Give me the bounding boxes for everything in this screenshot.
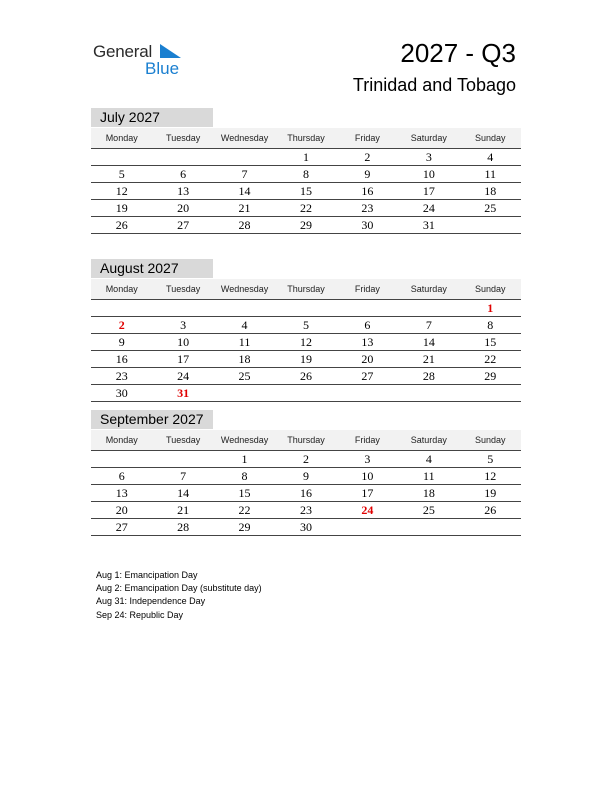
day-cell: 10 bbox=[177, 335, 190, 349]
day-cell bbox=[152, 149, 213, 165]
weekday-header-row bbox=[91, 279, 521, 300]
day-cell: 29 bbox=[299, 218, 312, 232]
logo-general-text: General bbox=[93, 42, 153, 61]
day-cell: 13 bbox=[361, 335, 374, 349]
weekday-label: Wednesday bbox=[220, 284, 269, 294]
day-cell: 10 bbox=[361, 469, 374, 483]
weekday-label: Friday bbox=[354, 435, 380, 445]
week-row bbox=[91, 200, 521, 217]
day-cell: 19 bbox=[299, 352, 312, 366]
day-cell: 16 bbox=[115, 352, 128, 366]
weekday-label: Tuesday bbox=[166, 435, 201, 445]
weekday-label: Saturday bbox=[410, 284, 447, 294]
day-cell: 28 bbox=[177, 520, 190, 534]
weekday-label: Tuesday bbox=[166, 133, 201, 143]
day-cell: 25 bbox=[422, 503, 435, 517]
day-cell: 26 bbox=[484, 503, 497, 517]
weekday-label: Thursday bbox=[287, 435, 325, 445]
week-row bbox=[91, 451, 521, 468]
day-cell: 11 bbox=[238, 335, 251, 349]
week-row bbox=[91, 351, 521, 368]
day-cell: 2 bbox=[364, 150, 371, 164]
weekday-label: Monday bbox=[105, 133, 138, 143]
holiday-notes bbox=[96, 569, 262, 622]
day-cell: 5 bbox=[487, 452, 494, 466]
week-row bbox=[91, 368, 521, 385]
day-cell: 20 bbox=[361, 352, 374, 366]
day-cell: 17 bbox=[422, 184, 435, 198]
month-july bbox=[91, 108, 521, 234]
day-cell bbox=[337, 519, 398, 535]
month-september bbox=[91, 410, 521, 536]
day-cell: 11 bbox=[423, 469, 435, 483]
day-cell: 16 bbox=[299, 486, 312, 500]
day-cell bbox=[152, 300, 213, 316]
week-row bbox=[91, 502, 521, 519]
day-cell: 3 bbox=[364, 452, 371, 466]
day-cell: 14 bbox=[422, 335, 435, 349]
day-cell: 13 bbox=[177, 184, 190, 198]
week-row bbox=[91, 385, 521, 402]
day-cell: 15 bbox=[484, 335, 497, 349]
day-cell bbox=[91, 451, 152, 467]
day-cell bbox=[275, 385, 336, 401]
day-cell bbox=[91, 149, 152, 165]
day-cell bbox=[398, 385, 459, 401]
day-cell: 23 bbox=[299, 503, 312, 517]
page-title: 2027 - Q3 bbox=[400, 38, 516, 68]
day-cell: 18 bbox=[484, 184, 497, 198]
day-cell: 21 bbox=[422, 352, 435, 366]
weekday-label: Monday bbox=[105, 435, 138, 445]
logo-triangle-icon bbox=[160, 44, 181, 58]
day-cell: 24 bbox=[361, 503, 374, 517]
day-cell: 20 bbox=[115, 503, 128, 517]
day-cell: 13 bbox=[115, 486, 128, 500]
weekday-label: Tuesday bbox=[166, 284, 201, 294]
week-row bbox=[91, 485, 521, 502]
day-cell: 2 bbox=[302, 452, 309, 466]
day-cell: 10 bbox=[422, 167, 435, 181]
day-cell bbox=[460, 385, 521, 401]
weekday-label: Sunday bbox=[474, 133, 506, 143]
holiday-note: Aug 1: Emancipation Day bbox=[96, 570, 198, 580]
day-cell: 24 bbox=[422, 201, 435, 215]
weekday-label: Friday bbox=[354, 284, 380, 294]
logo-blue-text: Blue bbox=[145, 59, 180, 78]
holiday-note: Aug 2: Emancipation Day (substitute day) bbox=[96, 583, 262, 594]
holiday-note: Sep 24: Republic Day bbox=[96, 609, 184, 620]
day-cell: 31 bbox=[422, 218, 435, 232]
day-cell: 20 bbox=[177, 201, 190, 215]
day-cell: 28 bbox=[422, 369, 435, 383]
day-cell bbox=[398, 300, 459, 316]
day-cell: 1 bbox=[241, 452, 248, 466]
day-cell: 17 bbox=[361, 486, 374, 500]
day-cell: 1 bbox=[302, 150, 309, 164]
week-row bbox=[91, 317, 521, 334]
weekday-label: Saturday bbox=[410, 133, 447, 143]
day-cell: 5 bbox=[302, 318, 309, 332]
day-cell: 2 bbox=[118, 318, 125, 332]
day-cell: 5 bbox=[118, 167, 125, 181]
day-cell: 29 bbox=[238, 520, 251, 534]
day-cell bbox=[152, 451, 213, 467]
day-cell: 21 bbox=[238, 201, 251, 215]
month-name: August 2027 bbox=[91, 259, 213, 278]
day-cell: 30 bbox=[361, 218, 374, 232]
day-cell: 19 bbox=[484, 486, 497, 500]
day-cell: 27 bbox=[361, 369, 374, 383]
day-cell bbox=[460, 217, 521, 233]
day-cell: 12 bbox=[299, 335, 312, 349]
weekday-header-row bbox=[91, 128, 521, 149]
country-name: Trinidad and Tobago bbox=[352, 75, 516, 95]
day-cell bbox=[275, 300, 336, 316]
day-cell: 30 bbox=[115, 386, 128, 400]
day-cell: 26 bbox=[299, 369, 312, 383]
month-name: July 2027 bbox=[91, 108, 213, 127]
day-cell: 25 bbox=[484, 201, 497, 215]
day-cell: 9 bbox=[364, 167, 371, 181]
day-cell: 3 bbox=[180, 318, 187, 332]
day-cell: 27 bbox=[115, 520, 128, 534]
week-row bbox=[91, 149, 521, 166]
day-cell: 18 bbox=[422, 486, 435, 500]
day-cell: 23 bbox=[115, 369, 128, 383]
day-cell: 15 bbox=[299, 184, 312, 198]
week-row bbox=[91, 300, 521, 317]
day-cell: 17 bbox=[177, 352, 190, 366]
weekday-label: Friday bbox=[354, 133, 380, 143]
day-cell: 22 bbox=[299, 201, 312, 215]
day-cell: 23 bbox=[361, 201, 374, 215]
day-cell: 8 bbox=[241, 469, 248, 483]
day-cell: 8 bbox=[487, 318, 494, 332]
weekday-label: Monday bbox=[105, 284, 138, 294]
day-cell: 14 bbox=[238, 184, 251, 198]
week-row bbox=[91, 334, 521, 351]
day-cell: 12 bbox=[115, 184, 128, 198]
day-cell bbox=[460, 519, 521, 535]
day-cell bbox=[214, 385, 275, 401]
day-cell: 7 bbox=[180, 469, 187, 483]
day-cell: 26 bbox=[115, 218, 128, 232]
day-cell: 18 bbox=[238, 352, 251, 366]
day-cell: 29 bbox=[484, 369, 497, 383]
weekday-header-row bbox=[91, 430, 521, 451]
day-cell: 24 bbox=[177, 369, 190, 383]
day-cell: 1 bbox=[487, 301, 494, 315]
day-cell: 9 bbox=[302, 469, 309, 483]
day-cell: 4 bbox=[487, 150, 494, 164]
weekday-label: Saturday bbox=[410, 435, 447, 445]
generalblue-logo bbox=[93, 40, 193, 80]
week-row bbox=[91, 519, 521, 536]
day-cell: 7 bbox=[241, 167, 248, 181]
week-row bbox=[91, 468, 521, 485]
day-cell bbox=[337, 385, 398, 401]
day-cell: 9 bbox=[118, 335, 125, 349]
day-cell: 28 bbox=[238, 218, 251, 232]
day-cell: 31 bbox=[177, 386, 190, 400]
day-cell: 4 bbox=[241, 318, 248, 332]
day-cell: 15 bbox=[238, 486, 251, 500]
day-cell: 6 bbox=[364, 318, 371, 332]
weekday-label: Sunday bbox=[474, 435, 506, 445]
day-cell: 8 bbox=[302, 167, 309, 181]
day-cell bbox=[398, 519, 459, 535]
day-cell bbox=[214, 149, 275, 165]
day-cell: 7 bbox=[425, 318, 432, 332]
month-name: September 2027 bbox=[91, 410, 213, 429]
day-cell: 25 bbox=[238, 369, 251, 383]
weekday-label: Thursday bbox=[287, 284, 325, 294]
day-cell: 6 bbox=[180, 167, 187, 181]
day-cell: 12 bbox=[484, 469, 497, 483]
weekday-label: Thursday bbox=[287, 133, 325, 143]
day-cell bbox=[337, 300, 398, 316]
day-cell bbox=[91, 300, 152, 316]
day-cell: 27 bbox=[177, 218, 190, 232]
week-row bbox=[91, 166, 521, 183]
day-cell: 6 bbox=[118, 469, 125, 483]
day-cell bbox=[214, 300, 275, 316]
day-cell: 3 bbox=[425, 150, 432, 164]
day-cell: 4 bbox=[425, 452, 432, 466]
day-cell: 19 bbox=[115, 201, 128, 215]
week-row bbox=[91, 217, 521, 234]
week-row bbox=[91, 183, 521, 200]
day-cell: 16 bbox=[361, 184, 374, 198]
day-cell: 30 bbox=[299, 520, 312, 534]
day-cell: 21 bbox=[177, 503, 190, 517]
day-cell: 22 bbox=[484, 352, 497, 366]
month-august bbox=[91, 259, 521, 402]
day-cell: 11 bbox=[484, 167, 497, 181]
weekday-label: Wednesday bbox=[220, 133, 269, 143]
day-cell: 22 bbox=[238, 503, 251, 517]
holiday-note: Aug 31: Independence Day bbox=[96, 596, 206, 607]
day-cell: 14 bbox=[177, 486, 190, 500]
weekday-label: Sunday bbox=[474, 284, 506, 294]
weekday-label: Wednesday bbox=[220, 435, 269, 445]
